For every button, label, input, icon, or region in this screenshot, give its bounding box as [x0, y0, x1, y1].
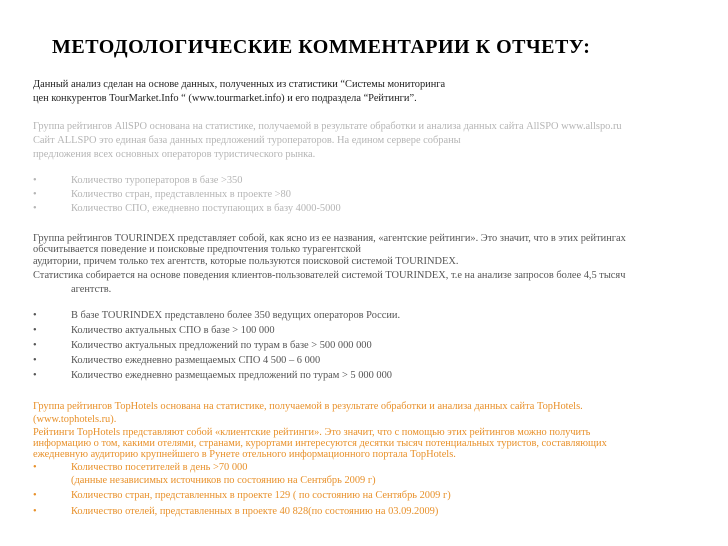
tophotels-line: информацию о том, какими отелями, странами, курортами интересуются десятки тысяч потенциальных туристов, составляющих: [33, 438, 607, 449]
tophotels-line: Группа рейтингов TopHotels основана на статистике, получаемой в результате обработки и анализа данных сайта TopHotels.: [33, 401, 583, 412]
allspo-section: [33, 120, 713, 162]
tourindex-line: агентств.: [71, 284, 112, 295]
list-item: • Количество ежедневно размещаемых СПО 4 500 – 6 000: [33, 355, 321, 366]
page-title: МЕТОДОЛОГИЧЕСКИЕ КОММЕНТАРИИ К ОТЧЕТУ:: [52, 36, 591, 58]
tophotels-line: (www.tophotels.ru).: [33, 414, 117, 425]
list-item: • Количество ежедневно размещаемых предложений по турам > 5 000 000: [33, 370, 392, 381]
list-item: • Количество туроператоров в базе >350: [33, 175, 243, 186]
list-item: • Количество актуальных СПО в базе > 100 000: [33, 325, 275, 336]
tourindex-bullets: [33, 308, 713, 383]
bullet-icon: •: [33, 462, 37, 473]
allspo-bullets: [33, 174, 713, 216]
tourindex-line: обсчитывается поведение и поисковые предпочтения только турагентской: [33, 244, 361, 255]
allspo-line: Сайт ALLSPO это единая база данных предложений туроператоров. На едином сервере собраны: [33, 135, 461, 146]
list-item: • Количество актуальных предложений по турам в базе > 500 000 000: [33, 340, 372, 351]
list-item: • Количество СПО, ежедневно поступающих в базу 4000-5000: [33, 203, 341, 214]
list-item: • Количество посетителей в день >70 000: [33, 462, 248, 473]
list-item: • В базе TOURINDEX представлено более 350 ведущих операторов России.: [33, 310, 401, 321]
intro-paragraph: [33, 78, 713, 106]
tophotels-line: Рейтинги TopHotels представляют собой «клиентские рейтинги». Это значит, что с помощью этих рейтингов можно получить: [33, 427, 591, 438]
bullet-icon: •: [33, 310, 37, 321]
bullet-icon: •: [33, 203, 37, 214]
list-item: • Количество стран, представленных в проекте >80: [33, 189, 291, 200]
bullet-icon: •: [33, 490, 37, 501]
list-item-note: (данные независимых источников по состоянию на Сентябрь 2009 г): [71, 475, 376, 486]
bullet-icon: •: [33, 370, 37, 381]
bullet-icon: •: [33, 189, 37, 200]
tourindex-line: аудитории, причем только тех агентств, которые пользуются поисковой системой TOURINDEX.: [33, 256, 459, 267]
list-item: • Количество отелей, представленных в проекте 40 828(по состоянию на 03.09.2009): [33, 504, 713, 520]
allspo-line: Группа рейтингов AllSPO основана на статистике, получаемой в результате обработки и анализа данных сайта AllSPO www.allspo.ru: [33, 121, 622, 132]
bullet-icon: •: [33, 175, 37, 186]
tourindex-section: [33, 233, 713, 297]
intro-line: цен конкурентов TourMarket.Info “ (www.tourmarket.info) и его подраздела “Рейтинги”.: [33, 93, 417, 104]
tourindex-line: Группа рейтингов TOURINDEX представляет собой, как ясно из ее названия, «агентские рейтинги». Это значит, что в этих рейтингах: [33, 233, 626, 244]
allspo-line: предложения всех основных операторов туристического рынка.: [33, 149, 316, 160]
list-item: • Количество стран, представленных в проекте 129 ( по состоянию на Сентябрь 2009 г): [33, 488, 713, 504]
bullet-icon: •: [33, 340, 37, 351]
bullet-icon: •: [33, 355, 37, 366]
bullet-icon: •: [33, 325, 37, 336]
intro-line: Данный анализ сделан на основе данных, полученных из статистики “Системы мониторинга: [33, 79, 446, 90]
tophotels-line: ежедневную аудиторию крупнейшего в Рунете отельного информационного портала TopHotels.: [33, 449, 456, 460]
tourindex-line: Статистика собирается на основе поведения клиентов-пользователей системой TOURINDEX, т.е на анализе запросов более 4,5 тысяч: [33, 270, 626, 281]
tophotels-section: [33, 401, 713, 520]
bullet-icon: •: [33, 506, 37, 517]
